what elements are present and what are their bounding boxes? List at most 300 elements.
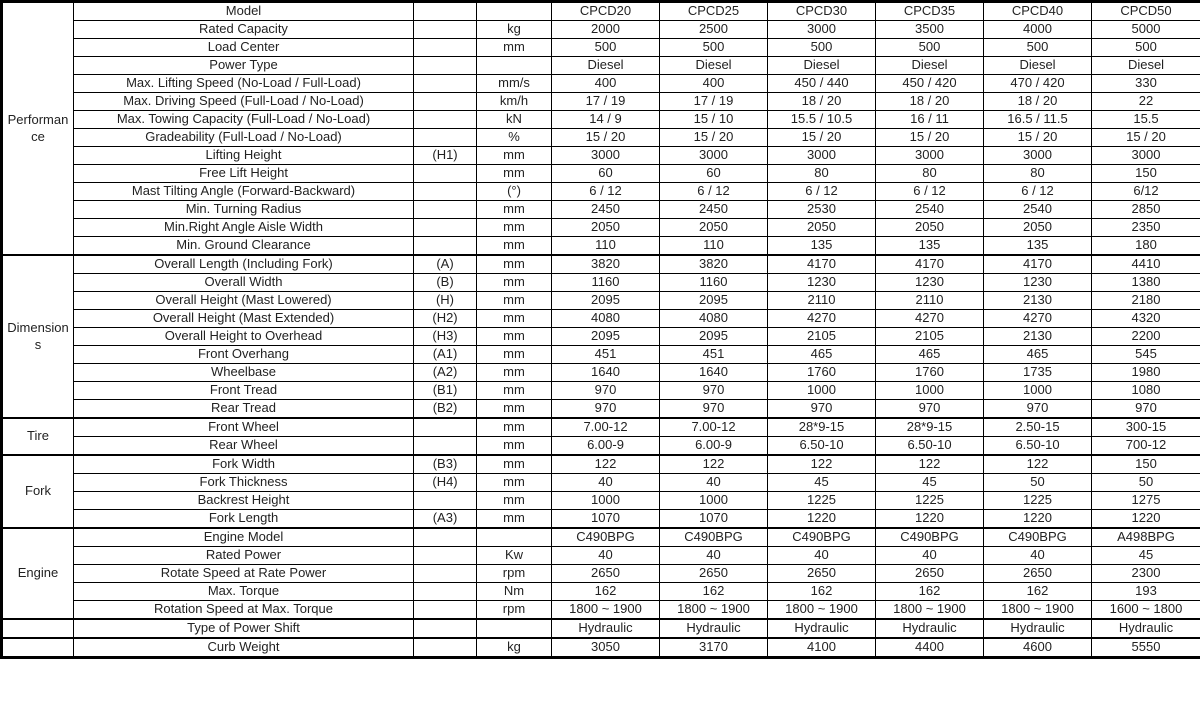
value-cell: 1800 ~ 1900 bbox=[552, 601, 660, 620]
value-cell: CPCD40 bbox=[984, 2, 1092, 21]
table-row bbox=[2, 75, 1200, 93]
value-cell: Hydraulic bbox=[660, 619, 768, 638]
value-cell: 2540 bbox=[984, 201, 1092, 219]
value-cell: 2050 bbox=[552, 219, 660, 237]
value-cell: 1220 bbox=[768, 510, 876, 529]
spec-label-cell: Model bbox=[74, 2, 414, 21]
value-cell: 6.50-10 bbox=[876, 437, 984, 456]
value-cell: C490BPG bbox=[876, 528, 984, 547]
value-cell: 6 / 12 bbox=[552, 183, 660, 201]
value-cell: 4080 bbox=[552, 310, 660, 328]
value-cell: 193 bbox=[1092, 583, 1200, 601]
value-cell: 970 bbox=[552, 382, 660, 400]
value-cell: 4270 bbox=[984, 310, 1092, 328]
table-row bbox=[2, 474, 1200, 492]
value-cell: 2200 bbox=[1092, 328, 1200, 346]
spec-label-cell: Lifting Height bbox=[74, 147, 414, 165]
unit-cell: mm bbox=[477, 474, 552, 492]
unit-cell: kN bbox=[477, 111, 552, 129]
table-row bbox=[2, 57, 1200, 75]
category-cell: Tire bbox=[2, 418, 74, 455]
value-cell: 15 / 20 bbox=[768, 129, 876, 147]
spec-label-cell: Rated Capacity bbox=[74, 21, 414, 39]
value-cell: 4400 bbox=[876, 638, 984, 658]
category-cell: Dimensions bbox=[2, 255, 74, 418]
unit-cell bbox=[477, 619, 552, 638]
value-cell: Hydraulic bbox=[552, 619, 660, 638]
value-cell: 45 bbox=[768, 474, 876, 492]
value-cell: 4170 bbox=[768, 255, 876, 274]
table-row bbox=[2, 364, 1200, 382]
unit-cell: mm bbox=[477, 147, 552, 165]
value-cell: Diesel bbox=[876, 57, 984, 75]
value-cell: 1230 bbox=[768, 274, 876, 292]
table-row bbox=[2, 111, 1200, 129]
unit-cell: mm bbox=[477, 39, 552, 57]
table-row bbox=[2, 147, 1200, 165]
table-row bbox=[2, 274, 1200, 292]
table-row bbox=[2, 328, 1200, 346]
value-cell: 1225 bbox=[984, 492, 1092, 510]
spec-label-cell: Min. Ground Clearance bbox=[74, 237, 414, 256]
value-cell: 6.50-10 bbox=[984, 437, 1092, 456]
value-cell: 2850 bbox=[1092, 201, 1200, 219]
table-row bbox=[2, 418, 1200, 437]
value-cell: 1220 bbox=[876, 510, 984, 529]
category-cell bbox=[2, 638, 74, 658]
value-cell: 3000 bbox=[768, 147, 876, 165]
spec-code-cell bbox=[414, 601, 477, 620]
value-cell: 465 bbox=[984, 346, 1092, 364]
value-cell: 3500 bbox=[876, 21, 984, 39]
spec-label-cell: Overall Height (Mast Lowered) bbox=[74, 292, 414, 310]
value-cell: 4410 bbox=[1092, 255, 1200, 274]
value-cell: 80 bbox=[876, 165, 984, 183]
value-cell: Hydraulic bbox=[768, 619, 876, 638]
table-row bbox=[2, 21, 1200, 39]
spec-label-cell: Mast Tilting Angle (Forward-Backward) bbox=[74, 183, 414, 201]
value-cell: CPCD50 bbox=[1092, 2, 1200, 21]
value-cell: 2.50-15 bbox=[984, 418, 1092, 437]
table-row bbox=[2, 510, 1200, 529]
unit-cell: % bbox=[477, 129, 552, 147]
value-cell: 500 bbox=[552, 39, 660, 57]
spec-label-cell: Overall Width bbox=[74, 274, 414, 292]
value-cell: 2180 bbox=[1092, 292, 1200, 310]
unit-cell: km/h bbox=[477, 93, 552, 111]
table-row bbox=[2, 39, 1200, 57]
spec-label-cell: Front Wheel bbox=[74, 418, 414, 437]
value-cell: 4600 bbox=[984, 638, 1092, 658]
spec-label-cell: Gradeability (Full-Load / No-Load) bbox=[74, 129, 414, 147]
value-cell: 16 / 11 bbox=[876, 111, 984, 129]
value-cell: 300-15 bbox=[1092, 418, 1200, 437]
value-cell: 180 bbox=[1092, 237, 1200, 256]
table-row bbox=[2, 492, 1200, 510]
unit-cell: mm bbox=[477, 437, 552, 456]
value-cell: 465 bbox=[876, 346, 984, 364]
unit-cell: mm bbox=[477, 292, 552, 310]
value-cell: 545 bbox=[1092, 346, 1200, 364]
value-cell: 500 bbox=[1092, 39, 1200, 57]
value-cell: 40 bbox=[552, 474, 660, 492]
spec-code-cell: (B) bbox=[414, 274, 477, 292]
value-cell: 14 / 9 bbox=[552, 111, 660, 129]
value-cell: 700-12 bbox=[1092, 437, 1200, 456]
value-cell: 3820 bbox=[552, 255, 660, 274]
value-cell: 3050 bbox=[552, 638, 660, 658]
spec-code-cell bbox=[414, 565, 477, 583]
value-cell: Hydraulic bbox=[1092, 619, 1200, 638]
spec-label-cell: Power Type bbox=[74, 57, 414, 75]
value-cell: 3000 bbox=[984, 147, 1092, 165]
value-cell: 6.00-9 bbox=[552, 437, 660, 456]
value-cell: Diesel bbox=[984, 57, 1092, 75]
unit-cell bbox=[477, 528, 552, 547]
value-cell: 1000 bbox=[768, 382, 876, 400]
value-cell: 40 bbox=[552, 547, 660, 565]
value-cell: 2050 bbox=[768, 219, 876, 237]
value-cell: 1160 bbox=[552, 274, 660, 292]
value-cell: 470 / 420 bbox=[984, 75, 1092, 93]
value-cell: 15.5 / 10.5 bbox=[768, 111, 876, 129]
value-cell: 1760 bbox=[768, 364, 876, 382]
spec-code-cell bbox=[414, 57, 477, 75]
spec-code-cell bbox=[414, 201, 477, 219]
value-cell: 110 bbox=[552, 237, 660, 256]
spec-label-cell: Rotate Speed at Rate Power bbox=[74, 565, 414, 583]
value-cell: 400 bbox=[660, 75, 768, 93]
value-cell: 2050 bbox=[984, 219, 1092, 237]
value-cell: 3000 bbox=[660, 147, 768, 165]
spec-label-cell: Rear Tread bbox=[74, 400, 414, 419]
spec-code-cell: (H4) bbox=[414, 474, 477, 492]
table-row bbox=[2, 237, 1200, 256]
value-cell: 451 bbox=[552, 346, 660, 364]
value-cell: 40 bbox=[768, 547, 876, 565]
value-cell: 3000 bbox=[552, 147, 660, 165]
value-cell: 2110 bbox=[876, 292, 984, 310]
value-cell: 28*9-15 bbox=[768, 418, 876, 437]
value-cell: 450 / 440 bbox=[768, 75, 876, 93]
value-cell: 4080 bbox=[660, 310, 768, 328]
value-cell: 2095 bbox=[660, 292, 768, 310]
spec-code-cell bbox=[414, 219, 477, 237]
value-cell: 2095 bbox=[660, 328, 768, 346]
value-cell: Diesel bbox=[1092, 57, 1200, 75]
value-cell: 15 / 20 bbox=[660, 129, 768, 147]
value-cell: 3170 bbox=[660, 638, 768, 658]
value-cell: 50 bbox=[984, 474, 1092, 492]
value-cell: 970 bbox=[552, 400, 660, 419]
value-cell: CPCD25 bbox=[660, 2, 768, 21]
spec-code-cell: (H1) bbox=[414, 147, 477, 165]
spec-code-cell bbox=[414, 547, 477, 565]
value-cell: 3000 bbox=[1092, 147, 1200, 165]
value-cell: 1080 bbox=[1092, 382, 1200, 400]
spec-label-cell: Backrest Height bbox=[74, 492, 414, 510]
spec-code-cell bbox=[414, 2, 477, 21]
value-cell: 465 bbox=[768, 346, 876, 364]
value-cell: 1225 bbox=[876, 492, 984, 510]
spec-code-cell bbox=[414, 583, 477, 601]
value-cell: 2500 bbox=[660, 21, 768, 39]
value-cell: Diesel bbox=[768, 57, 876, 75]
value-cell: 135 bbox=[768, 237, 876, 256]
table-row bbox=[2, 565, 1200, 583]
value-cell: 2450 bbox=[660, 201, 768, 219]
spec-code-cell bbox=[414, 183, 477, 201]
value-cell: 17 / 19 bbox=[552, 93, 660, 111]
value-cell: 1000 bbox=[984, 382, 1092, 400]
spec-label-cell: Max. Lifting Speed (No-Load / Full-Load) bbox=[74, 75, 414, 93]
value-cell: CPCD20 bbox=[552, 2, 660, 21]
value-cell: 40 bbox=[660, 474, 768, 492]
value-cell: 1800 ~ 1900 bbox=[768, 601, 876, 620]
value-cell: 1070 bbox=[552, 510, 660, 529]
value-cell: 28*9-15 bbox=[876, 418, 984, 437]
value-cell: 122 bbox=[876, 455, 984, 474]
unit-cell bbox=[477, 57, 552, 75]
table-row bbox=[2, 2, 1200, 21]
category-cell: Performance bbox=[2, 2, 74, 256]
spec-label-cell: Fork Width bbox=[74, 455, 414, 474]
value-cell: 2130 bbox=[984, 292, 1092, 310]
value-cell: 970 bbox=[984, 400, 1092, 419]
value-cell: 970 bbox=[660, 382, 768, 400]
table-row bbox=[2, 382, 1200, 400]
spec-label-cell: Rear Wheel bbox=[74, 437, 414, 456]
value-cell: 1800 ~ 1900 bbox=[876, 601, 984, 620]
value-cell: 1220 bbox=[984, 510, 1092, 529]
value-cell: 162 bbox=[876, 583, 984, 601]
value-cell: 1640 bbox=[552, 364, 660, 382]
value-cell: 2650 bbox=[876, 565, 984, 583]
value-cell: 162 bbox=[768, 583, 876, 601]
value-cell: 1800 ~ 1900 bbox=[660, 601, 768, 620]
value-cell: 40 bbox=[876, 547, 984, 565]
value-cell: CPCD35 bbox=[876, 2, 984, 21]
value-cell: 6 / 12 bbox=[876, 183, 984, 201]
table-row bbox=[2, 183, 1200, 201]
spec-label-cell: Engine Model bbox=[74, 528, 414, 547]
spec-label-cell: Curb Weight bbox=[74, 638, 414, 658]
value-cell: 18 / 20 bbox=[876, 93, 984, 111]
table-row bbox=[2, 601, 1200, 620]
value-cell: 500 bbox=[984, 39, 1092, 57]
value-cell: 6 / 12 bbox=[984, 183, 1092, 201]
value-cell: Diesel bbox=[552, 57, 660, 75]
value-cell: 500 bbox=[876, 39, 984, 57]
value-cell: 2450 bbox=[552, 201, 660, 219]
value-cell: Diesel bbox=[660, 57, 768, 75]
value-cell: 450 / 420 bbox=[876, 75, 984, 93]
value-cell: 3000 bbox=[768, 21, 876, 39]
spec-code-cell: (A) bbox=[414, 255, 477, 274]
value-cell: 2000 bbox=[552, 21, 660, 39]
spec-code-cell bbox=[414, 75, 477, 93]
spec-label-cell: Front Tread bbox=[74, 382, 414, 400]
value-cell: 4170 bbox=[984, 255, 1092, 274]
spec-label-cell: Max. Towing Capacity (Full-Load / No-Load) bbox=[74, 111, 414, 129]
value-cell: C490BPG bbox=[984, 528, 1092, 547]
spec-label-cell: Free Lift Height bbox=[74, 165, 414, 183]
table-row bbox=[2, 528, 1200, 547]
value-cell: 45 bbox=[1092, 547, 1200, 565]
value-cell: 7.00-12 bbox=[552, 418, 660, 437]
spec-code-cell bbox=[414, 165, 477, 183]
value-cell: 1600 ~ 1800 bbox=[1092, 601, 1200, 620]
value-cell: 1275 bbox=[1092, 492, 1200, 510]
unit-cell: mm bbox=[477, 219, 552, 237]
value-cell: 5000 bbox=[1092, 21, 1200, 39]
value-cell: 45 bbox=[876, 474, 984, 492]
value-cell: 1000 bbox=[660, 492, 768, 510]
unit-cell: mm bbox=[477, 382, 552, 400]
spec-label-cell: Overall Height to Overhead bbox=[74, 328, 414, 346]
value-cell: 15 / 10 bbox=[660, 111, 768, 129]
value-cell: 5550 bbox=[1092, 638, 1200, 658]
value-cell: 1380 bbox=[1092, 274, 1200, 292]
unit-cell: mm bbox=[477, 310, 552, 328]
value-cell: 2110 bbox=[768, 292, 876, 310]
value-cell: 1230 bbox=[876, 274, 984, 292]
spec-code-cell: (H3) bbox=[414, 328, 477, 346]
spec-label-cell: Max. Torque bbox=[74, 583, 414, 601]
unit-cell: mm bbox=[477, 346, 552, 364]
spec-code-cell: (H2) bbox=[414, 310, 477, 328]
value-cell: 4270 bbox=[876, 310, 984, 328]
spec-code-cell bbox=[414, 93, 477, 111]
table-row bbox=[2, 310, 1200, 328]
unit-cell: mm bbox=[477, 255, 552, 274]
spec-label-cell: Fork Length bbox=[74, 510, 414, 529]
spec-label-cell: Wheelbase bbox=[74, 364, 414, 382]
value-cell: 40 bbox=[660, 547, 768, 565]
table-row bbox=[2, 129, 1200, 147]
table-row bbox=[2, 547, 1200, 565]
value-cell: 40 bbox=[984, 547, 1092, 565]
unit-cell: Nm bbox=[477, 583, 552, 601]
spec-label-cell: Fork Thickness bbox=[74, 474, 414, 492]
value-cell: 80 bbox=[768, 165, 876, 183]
value-cell: 1735 bbox=[984, 364, 1092, 382]
table-row bbox=[2, 619, 1200, 638]
table-row bbox=[2, 93, 1200, 111]
value-cell: 1000 bbox=[876, 382, 984, 400]
spec-label-cell: Max. Driving Speed (Full-Load / No-Load) bbox=[74, 93, 414, 111]
spec-label-cell: Front Overhang bbox=[74, 346, 414, 364]
value-cell: 4000 bbox=[984, 21, 1092, 39]
unit-cell: mm bbox=[477, 418, 552, 437]
value-cell: 60 bbox=[552, 165, 660, 183]
value-cell: 1760 bbox=[876, 364, 984, 382]
value-cell: 135 bbox=[984, 237, 1092, 256]
spec-code-cell bbox=[414, 619, 477, 638]
spec-label-cell: Overall Height (Mast Extended) bbox=[74, 310, 414, 328]
table-row bbox=[2, 437, 1200, 456]
unit-cell: mm bbox=[477, 328, 552, 346]
unit-cell: mm bbox=[477, 400, 552, 419]
spec-code-cell: (H) bbox=[414, 292, 477, 310]
category-cell: Fork bbox=[2, 455, 74, 528]
table-row bbox=[2, 583, 1200, 601]
unit-cell: mm/s bbox=[477, 75, 552, 93]
value-cell: 150 bbox=[1092, 165, 1200, 183]
spec-label-cell: Rated Power bbox=[74, 547, 414, 565]
value-cell: 80 bbox=[984, 165, 1092, 183]
spec-label-cell: Min. Turning Radius bbox=[74, 201, 414, 219]
value-cell: 2350 bbox=[1092, 219, 1200, 237]
value-cell: 15 / 20 bbox=[876, 129, 984, 147]
value-cell: 4170 bbox=[876, 255, 984, 274]
table-row bbox=[2, 292, 1200, 310]
value-cell: 2105 bbox=[768, 328, 876, 346]
spec-label-cell: Type of Power Shift bbox=[74, 619, 414, 638]
value-cell: 970 bbox=[1092, 400, 1200, 419]
spec-code-cell bbox=[414, 111, 477, 129]
spec-label-cell: Min.Right Angle Aisle Width bbox=[74, 219, 414, 237]
value-cell: 15.5 bbox=[1092, 111, 1200, 129]
value-cell: 330 bbox=[1092, 75, 1200, 93]
unit-cell: mm bbox=[477, 455, 552, 474]
category-cell: Engine bbox=[2, 528, 74, 619]
value-cell: 150 bbox=[1092, 455, 1200, 474]
value-cell: 122 bbox=[768, 455, 876, 474]
value-cell: 1800 ~ 1900 bbox=[984, 601, 1092, 620]
unit-cell: rpm bbox=[477, 601, 552, 620]
value-cell: 122 bbox=[984, 455, 1092, 474]
value-cell: A498BPG bbox=[1092, 528, 1200, 547]
value-cell: 400 bbox=[552, 75, 660, 93]
spec-code-cell bbox=[414, 492, 477, 510]
value-cell: Hydraulic bbox=[984, 619, 1092, 638]
value-cell: 2650 bbox=[552, 565, 660, 583]
value-cell: 110 bbox=[660, 237, 768, 256]
spec-label-cell: Overall Length (Including Fork) bbox=[74, 255, 414, 274]
value-cell: 1640 bbox=[660, 364, 768, 382]
unit-cell bbox=[477, 2, 552, 21]
spec-code-cell: (B1) bbox=[414, 382, 477, 400]
value-cell: 162 bbox=[984, 583, 1092, 601]
value-cell: 18 / 20 bbox=[984, 93, 1092, 111]
value-cell: 1980 bbox=[1092, 364, 1200, 382]
category-cell bbox=[2, 619, 74, 638]
value-cell: 15 / 20 bbox=[1092, 129, 1200, 147]
unit-cell: rpm bbox=[477, 565, 552, 583]
value-cell: 7.00-12 bbox=[660, 418, 768, 437]
value-cell: 1070 bbox=[660, 510, 768, 529]
table-row bbox=[2, 638, 1200, 658]
unit-cell: kg bbox=[477, 21, 552, 39]
spec-code-cell: (A1) bbox=[414, 346, 477, 364]
value-cell: 135 bbox=[876, 237, 984, 256]
value-cell: 1220 bbox=[1092, 510, 1200, 529]
value-cell: 16.5 / 11.5 bbox=[984, 111, 1092, 129]
value-cell: 2105 bbox=[876, 328, 984, 346]
value-cell: 60 bbox=[660, 165, 768, 183]
value-cell: 162 bbox=[660, 583, 768, 601]
value-cell: C490BPG bbox=[660, 528, 768, 547]
unit-cell: mm bbox=[477, 237, 552, 256]
value-cell: 970 bbox=[876, 400, 984, 419]
unit-cell: mm bbox=[477, 201, 552, 219]
spec-code-cell bbox=[414, 418, 477, 437]
value-cell: 6.00-9 bbox=[660, 437, 768, 456]
value-cell: 4320 bbox=[1092, 310, 1200, 328]
value-cell: 970 bbox=[660, 400, 768, 419]
spec-code-cell bbox=[414, 39, 477, 57]
